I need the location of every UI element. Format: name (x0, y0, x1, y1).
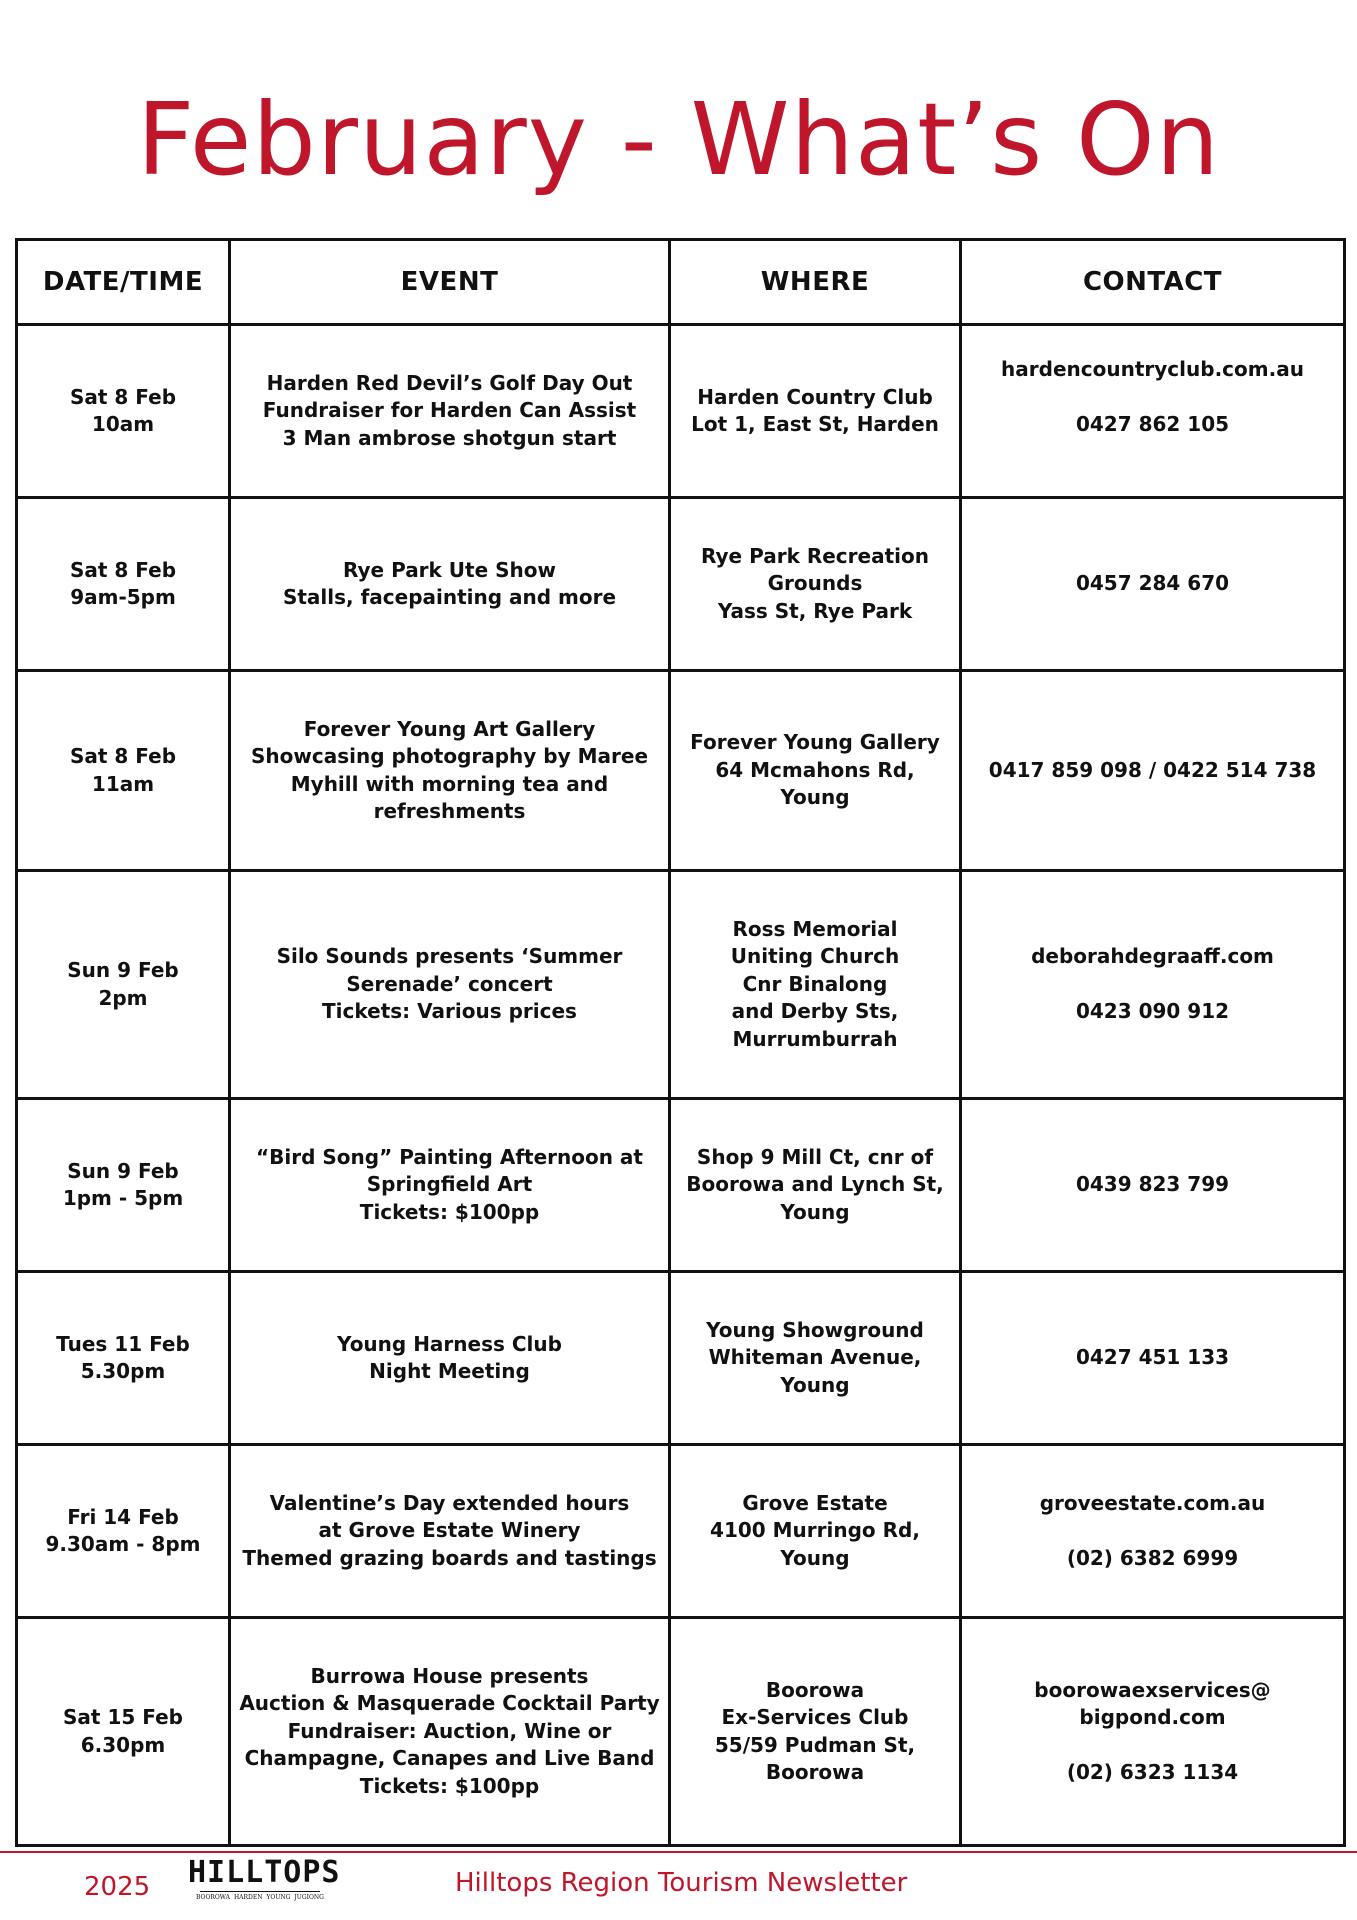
cell-where (670, 671, 961, 871)
cell-text-line: 3 Man ambrose shotgun start (282, 425, 617, 450)
logo-town: BOOROWA (196, 1894, 230, 1901)
column-header-contact: CONTACT (961, 240, 1345, 325)
cell-date-time (17, 1445, 230, 1618)
cell-where (670, 498, 961, 671)
cell-event (230, 325, 670, 498)
cell-contact (961, 1272, 1345, 1445)
table-row (17, 671, 1345, 871)
cell-text-line: Harden Country Club (697, 384, 933, 409)
cell-where (670, 1272, 961, 1445)
cell-text-line: Young Harness Club (337, 1331, 562, 1356)
cell-text-line: Stalls, facepainting and more (282, 585, 617, 609)
cell-where (670, 1618, 961, 1846)
cell-text-line: Sat 8 Feb (69, 384, 177, 409)
cell-text-line: refreshments (373, 799, 526, 823)
cell-date-time (17, 1099, 230, 1272)
cell-text-line: 0423 090 912 (1075, 999, 1230, 1024)
logo-town: JUGIONG (294, 1894, 324, 1901)
logo-divider (200, 1891, 320, 1892)
cell-text-line: 1pm - 5pm (62, 1186, 184, 1210)
logo-towns (196, 1894, 324, 1902)
cell-event (230, 1099, 670, 1272)
cell-event (230, 498, 670, 671)
cell-text-line: Tickets: $100pp (359, 1773, 540, 1798)
cell-text-line: Grove Estate (742, 1490, 888, 1515)
cell-event (230, 1618, 670, 1846)
cell-text-line: Rye Park Ute Show (343, 557, 556, 582)
cell-event (230, 871, 670, 1099)
table-row (17, 1272, 1345, 1445)
cell-text-line: Sat 15 Feb (63, 1705, 183, 1729)
cell-text-line: Forever Young Gallery (690, 730, 940, 755)
table-row (17, 1445, 1345, 1618)
cell-date-time (17, 498, 230, 671)
cell-text-line: Shop 9 Mill Ct, cnr of (696, 1144, 934, 1169)
cell-text-line: (02) 6382 6999 (1066, 1545, 1239, 1570)
cell-text-line: Cnr Binalong (742, 971, 888, 996)
cell-text-line: 0417 859 098 / 0422 514 738 (988, 757, 1317, 782)
cell-text-line: hardencountryclub.com.au (1001, 357, 1304, 381)
cell-text-line: Rye Park Recreation (701, 543, 929, 568)
cell-text-line: Sat 8 Feb (69, 744, 177, 768)
cell-text-line: 11am (91, 771, 155, 796)
table-row (17, 871, 1345, 1099)
cell-where (670, 1099, 961, 1272)
logo-town: YOUNG (266, 1894, 291, 1901)
page-title: February - What’s On (136, 81, 1221, 198)
cell-text-line: Myhill with morning tea and (290, 771, 609, 796)
cell-text-line: bigpond.com (1079, 1705, 1226, 1729)
cell-text-line: Silo Sounds presents ‘Summer (276, 944, 623, 969)
column-header-date-time: DATE/TIME (17, 240, 230, 325)
cell-text-line: 4100 Murringo Rd, (710, 1518, 920, 1543)
cell-text-line: 0427 862 105 (1075, 412, 1230, 436)
cell-text-line: Tickets: Various prices (322, 999, 577, 1024)
cell-text-line: Lot 1, East St, Harden (691, 412, 939, 436)
cell-where (670, 871, 961, 1099)
cell-text-line: Sat 8 Feb (69, 557, 177, 582)
cell-text-line: Sun 9 Feb (67, 1158, 179, 1183)
cell-text-line: Showcasing photography by Maree (250, 744, 649, 768)
cell-contact (961, 871, 1345, 1099)
cell-text-line: “Bird Song” Painting Afternoon at (256, 1144, 643, 1169)
cell-text-line: 5.30pm (80, 1359, 166, 1383)
cell-text-line: 9.30am - 8pm (45, 1532, 201, 1556)
cell-text-line: (02) 6323 1134 (1066, 1760, 1239, 1784)
cell-text-line: Yass St, Rye Park (717, 598, 913, 623)
column-header-where: WHERE (670, 240, 961, 325)
newsletter-title: Hilltops Region Tourism Newsletter (455, 1868, 908, 1898)
hilltops-logo (188, 1855, 341, 1912)
cell-text-line: Ross Memorial (732, 916, 898, 941)
cell-text-line: at Grove Estate Winery (318, 1518, 581, 1543)
cell-text-line: 2pm (98, 985, 148, 1010)
cell-text-line: Whiteman Avenue, (708, 1345, 922, 1370)
cell-text-line: Fundraiser for Harden Can Assist (262, 398, 637, 423)
cell-text-line: 0427 451 133 (1075, 1345, 1230, 1370)
cell-text-line: Springfield Art (366, 1172, 533, 1197)
cell-date-time (17, 325, 230, 498)
cell-text-line (970, 384, 1335, 412)
cell-text-line: Auction & Masquerade Cocktail Party (239, 1691, 660, 1716)
cell-text-line: Young (780, 1545, 850, 1570)
cell-date-time (17, 1272, 230, 1445)
cell-text-line: Uniting Church (730, 944, 900, 969)
cell-text-line: 6.30pm (80, 1732, 166, 1757)
events-table (15, 238, 1346, 1847)
cell-text-line (970, 1732, 1335, 1760)
cell-text-line: Fundraiser: Auction, Wine or (287, 1718, 612, 1743)
cell-text-line: Murrumburrah (732, 1026, 898, 1051)
cell-text-line: 55/59 Pudman St, (714, 1732, 916, 1757)
cell-text-line: Young (780, 1372, 850, 1397)
cell-contact (961, 498, 1345, 671)
cell-contact (961, 325, 1345, 498)
table-row (17, 1618, 1345, 1846)
cell-text-line: Forever Young Art Gallery (303, 716, 596, 741)
cell-text-line: groveestate.com.au (1039, 1490, 1266, 1515)
cell-text-line (970, 971, 1335, 999)
cell-text-line: Burrowa House presents (310, 1663, 589, 1688)
events-body (17, 325, 1345, 1846)
cell-text-line (970, 1517, 1335, 1545)
footer-year: 2025 (84, 1872, 151, 1902)
cell-event (230, 1272, 670, 1445)
cell-text-line: 0457 284 670 (1075, 571, 1230, 596)
cell-text-line: deborahdegraaff.com (1031, 944, 1274, 969)
cell-text-line: Champagne, Canapes and Live Band (244, 1746, 655, 1771)
cell-where (670, 325, 961, 498)
cell-text-line (970, 439, 1335, 467)
cell-text-line: and Derby Sts, (731, 999, 899, 1024)
cell-where (670, 1445, 961, 1618)
cell-text-line: 10am (91, 412, 155, 436)
cell-text-line: Harden Red Devil’s Golf Day Out (266, 370, 633, 395)
cell-text-line: Young (780, 1199, 850, 1224)
cell-text-line: Serenade’ concert (346, 971, 553, 996)
table-row (17, 325, 1345, 498)
cell-text-line: Tickets: $100pp (359, 1199, 540, 1224)
cell-text-line: Boorowa and Lynch St, (686, 1172, 944, 1197)
cell-date-time (17, 1618, 230, 1846)
cell-text-line: Themed grazing boards and tastings (242, 1545, 657, 1570)
cell-contact (961, 1618, 1345, 1846)
cell-text-line: boorowaexservices@ (1034, 1677, 1271, 1702)
cell-event (230, 671, 670, 871)
cell-date-time (17, 671, 230, 871)
table-row (17, 1099, 1345, 1272)
cell-text-line: Valentine’s Day extended hours (269, 1490, 630, 1515)
cell-text-line: Sun 9 Feb (67, 958, 179, 982)
cell-contact (961, 671, 1345, 871)
table-header-row (17, 240, 1345, 325)
footer-divider (0, 1851, 1357, 1853)
logo-town: HARDEN (233, 1894, 263, 1901)
cell-text-line: Tues 11 Feb (56, 1331, 190, 1356)
cell-text-line: Boorowa (765, 1760, 865, 1784)
cell-text-line: Young Showground (706, 1317, 924, 1342)
cell-date-time (17, 871, 230, 1099)
cell-text-line: Night Meeting (369, 1359, 530, 1383)
logo-wordmark: HILLTOPS (188, 1855, 341, 1890)
cell-contact (961, 1445, 1345, 1618)
cell-text-line: 0439 823 799 (1075, 1172, 1230, 1197)
cell-text-line: Grounds (767, 571, 863, 596)
cell-text-line: Fri 14 Feb (67, 1504, 179, 1529)
cell-contact (961, 1099, 1345, 1272)
cell-text-line: Boorowa (765, 1677, 865, 1702)
column-header-event: EVENT (230, 240, 670, 325)
cell-event (230, 1445, 670, 1618)
cell-text-line: 64 Mcmahons Rd, Young (715, 757, 915, 810)
cell-text-line: 9am-5pm (70, 585, 176, 609)
table-row (17, 498, 1345, 671)
cell-text-line: Ex-Services Club (721, 1705, 909, 1729)
